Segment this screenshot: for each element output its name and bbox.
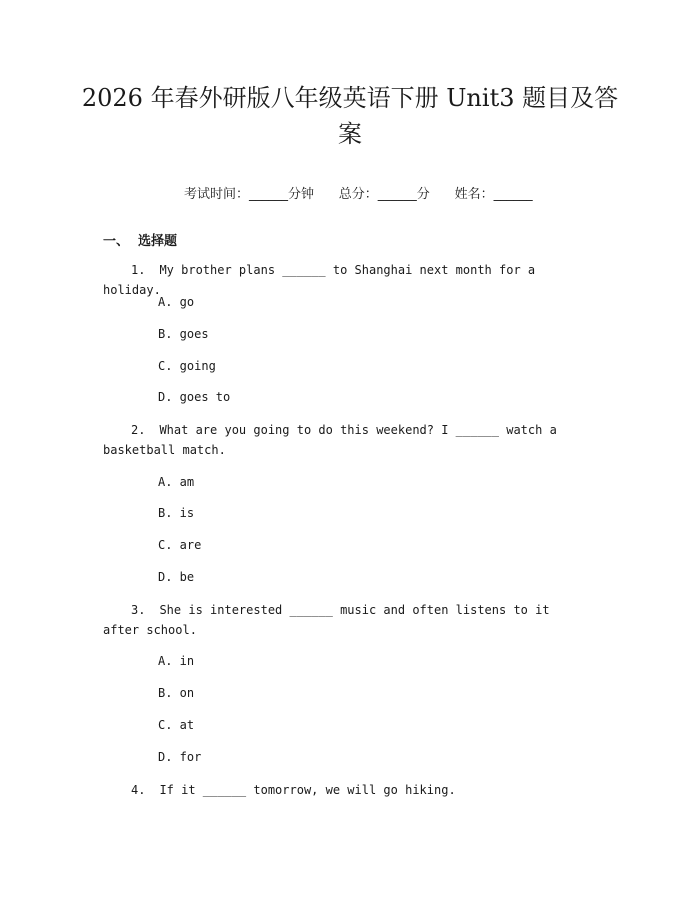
question-4 (103, 780, 583, 800)
option-2c: C. are (158, 538, 202, 552)
option-3a: A. in (158, 654, 195, 668)
option-1a: A. go (158, 295, 195, 309)
question-2 (103, 420, 583, 460)
student-name-label: 姓名：______ (454, 187, 533, 202)
question-number: 1. (131, 263, 146, 277)
section-title: 一、 选择题 (103, 234, 178, 249)
option-1d: D. goes to (158, 390, 231, 404)
question-number: 4. (131, 783, 146, 797)
page-title: 2026 年春外研版八年级英语下册 Unit3 题目及答案 (81, 84, 619, 148)
question-text: She is interested ______ music and often listens to it after school. (103, 603, 550, 637)
option-3b: B. on (158, 686, 195, 700)
question-number: 2. (131, 423, 146, 437)
exam-time-label: 考试时间：______分钟 (183, 187, 314, 202)
question-3 (103, 600, 583, 640)
option-2b: B. is (158, 506, 195, 520)
total-score-label: 总分：______分 (338, 187, 430, 202)
question-text: My brother plans ______ to Shanghai next month for a holiday. (103, 263, 536, 297)
exam-meta (0, 168, 700, 217)
option-2d: D. be (158, 570, 195, 584)
option-1c: C. going (158, 359, 216, 373)
question-text: If it ______ tomorrow, we will go hiking. (159, 783, 456, 797)
question-number: 3. (131, 603, 146, 617)
option-3c: C. at (158, 718, 195, 732)
option-3d: D. for (158, 750, 202, 764)
option-2a: A. am (158, 475, 195, 489)
question-text: What are you going to do this weekend? I ______ watch a basketball match. (103, 423, 557, 457)
option-1b: B. goes (158, 327, 209, 341)
